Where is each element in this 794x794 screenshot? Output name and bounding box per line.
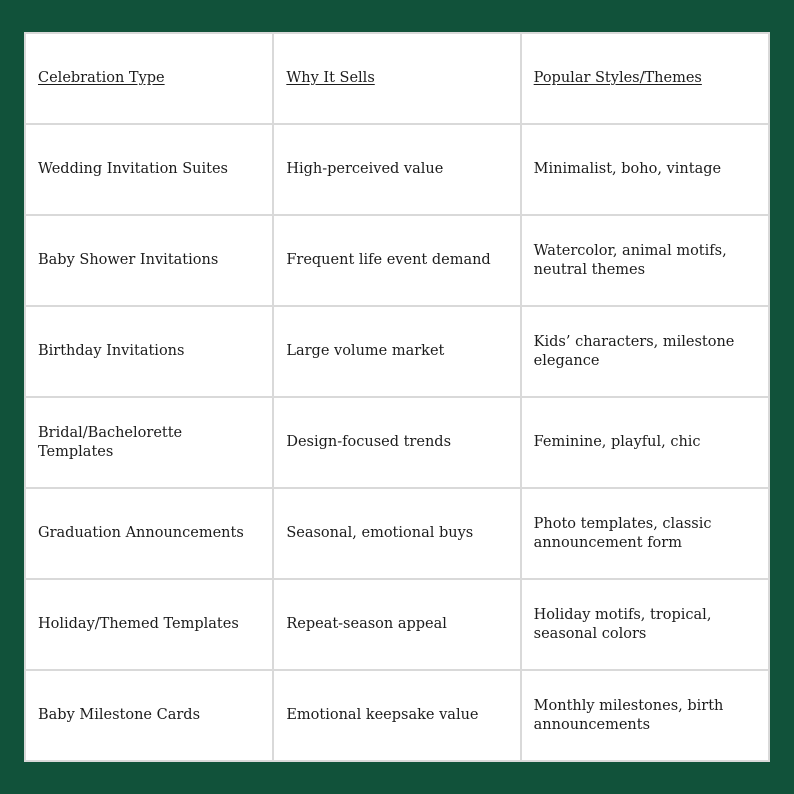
table-row [26,488,768,579]
table-row [26,215,768,306]
cell-celebration-type: Wedding Invitation Suites [26,124,273,215]
table-row [26,124,768,215]
table-row [26,670,768,760]
cell-why-it-sells: High-perceived value [273,124,520,215]
cell-popular-styles: Feminine, playful, chic [521,397,768,488]
cell-celebration-type: Baby Shower Invitations [26,215,273,306]
cell-popular-styles: Minimalist, boho, vintage [521,124,768,215]
cell-why-it-sells: Emotional keepsake value [273,670,520,760]
cell-popular-styles: Watercolor, animal motifs, neutral themes [521,215,768,306]
table-row [26,306,768,397]
cell-popular-styles: Monthly milestones, birth announcements [521,670,768,760]
cell-why-it-sells: Design-focused trends [273,397,520,488]
cell-why-it-sells: Repeat-season appeal [273,579,520,670]
header-popular-styles: Popular Styles/Themes [521,34,768,124]
cell-celebration-type: Holiday/Themed Templates [26,579,273,670]
table-row [26,397,768,488]
cell-celebration-type: Baby Milestone Cards [26,670,273,760]
header-why-it-sells: Why It Sells [273,34,520,124]
table-card [24,32,770,762]
cell-popular-styles: Photo templates, classic announcement form [521,488,768,579]
header-row [26,34,768,124]
table-row [26,579,768,670]
cell-why-it-sells: Large volume market [273,306,520,397]
cell-popular-styles: Holiday motifs, tropical, seasonal colors [521,579,768,670]
cell-celebration-type: Bridal/Bachelorette Templates [26,397,273,488]
cell-why-it-sells: Seasonal, emotional buys [273,488,520,579]
cell-why-it-sells: Frequent life event demand [273,215,520,306]
cell-celebration-type: Graduation Announcements [26,488,273,579]
header-celebration-type: Celebration Type [26,34,273,124]
celebration-table [26,34,768,760]
cell-popular-styles: Kids’ characters, milestone elegance [521,306,768,397]
cell-celebration-type: Birthday Invitations [26,306,273,397]
